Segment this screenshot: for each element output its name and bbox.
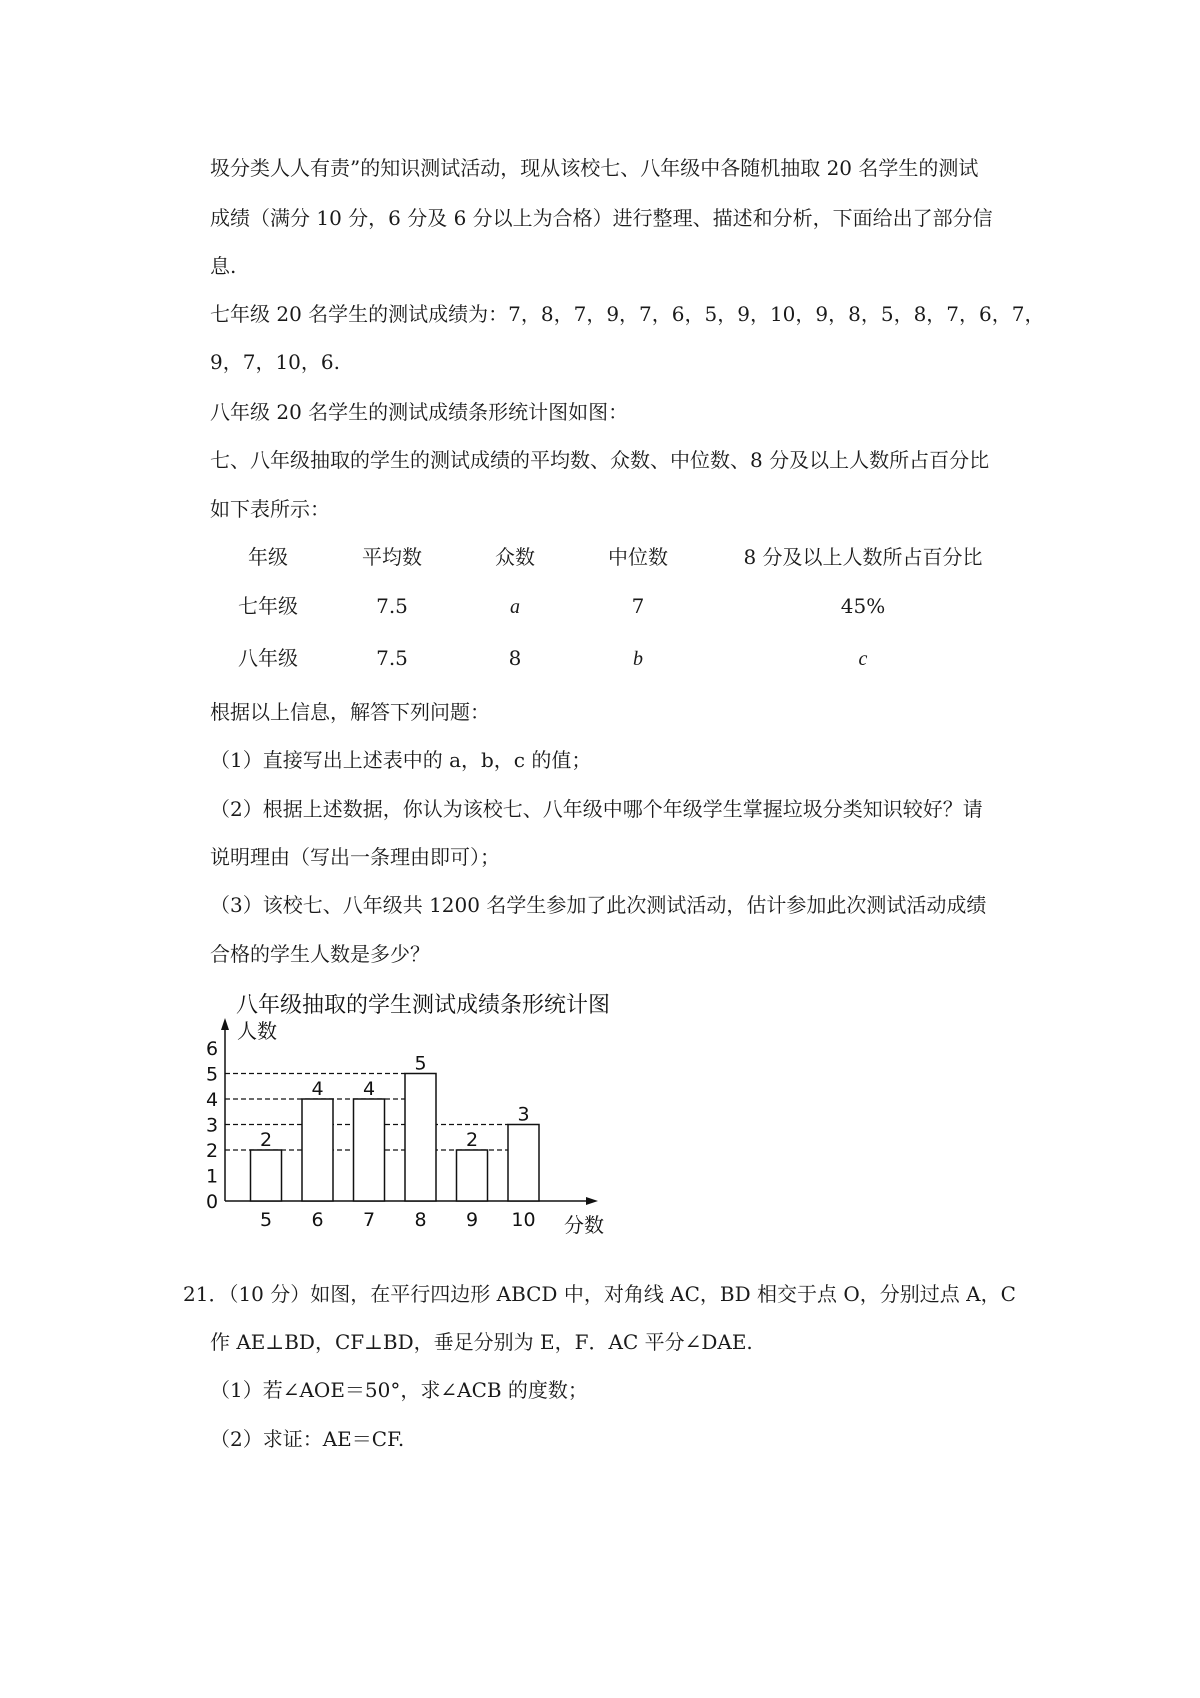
- table-cell-grade7-grade: 七年级: [238, 594, 298, 618]
- x-tick-label: 5: [259, 1209, 273, 1231]
- question-2-line-1: （2）根据上述数据，你认为该校七、八年级中哪个年级学生掌握垃圾分类知识较好？请: [210, 797, 983, 821]
- bar-value-label: 4: [311, 1078, 324, 1100]
- x-tick-label: 9: [465, 1209, 479, 1231]
- bar-value-label: 3: [517, 1103, 530, 1126]
- bar-value-label: 5: [414, 1052, 427, 1075]
- question-3-line-2: 合格的学生人数是多少？: [210, 942, 430, 966]
- intro-line-2: 成绩（满分 10 分，6 分及 6 分以上为合格）进行整理、描述和分析，下面给出了部分信: [210, 206, 993, 230]
- problem-21-question-2: （2）求证：AE＝CF.: [210, 1427, 405, 1451]
- table-cell-grade8-median: b: [633, 648, 643, 670]
- table-cell-grade8-grade: 八年级: [238, 646, 298, 670]
- table-header-mode: 众数: [495, 545, 535, 569]
- bar-value-label: 4: [362, 1078, 376, 1100]
- table-header-mean: 平均数: [362, 545, 422, 569]
- y-axis-arrow: [221, 1018, 229, 1030]
- table-cell-grade8-mean: 7.5: [376, 646, 408, 670]
- table-cell-grade7-percent: 45%: [840, 594, 886, 618]
- table-cell-grade8-mode: 8: [508, 646, 522, 670]
- question-3-line-1: （3）该校七、八年级共 1200 名学生参加了此次测试活动，估计参加此次测试活动成绩: [210, 893, 987, 917]
- y-tick-label: 5: [206, 1063, 219, 1086]
- table-header-percent: 8 分及以上人数所占百分比: [743, 545, 983, 569]
- x-axis-arrow: [586, 1197, 598, 1205]
- bar-value-label: 2: [259, 1129, 273, 1151]
- grade8-chart-intro: 八年级 20 名学生的测试成绩条形统计图如图：: [210, 400, 629, 424]
- problem-21-question-1: （1）若∠AOE＝50°，求∠ACB 的度数；: [210, 1378, 588, 1402]
- questions-lead: 根据以上信息，解答下列问题：: [210, 700, 490, 724]
- bar-value-label: 2: [465, 1129, 479, 1151]
- stats-intro-line-2: 如下表所示：: [210, 497, 330, 521]
- table-header-median: 中位数: [608, 545, 668, 569]
- bar: [354, 1099, 385, 1201]
- table-cell-grade7-median: 7: [631, 594, 645, 618]
- bar: [302, 1099, 333, 1201]
- table-cell-grade8-percent: c: [858, 648, 868, 670]
- question-2-line-2: 说明理由（写出一条理由即可）；: [210, 845, 500, 869]
- bar: [405, 1074, 436, 1202]
- y-tick-label: 0: [206, 1191, 219, 1213]
- bar: [251, 1150, 282, 1201]
- bar: [508, 1125, 539, 1202]
- x-tick-label: 10: [511, 1209, 536, 1231]
- stats-intro-line-1: 七、八年级抽取的学生的测试成绩的平均数、众数、中位数、8 分及以上人数所占百分比: [210, 448, 990, 472]
- intro-line-1: 圾分类人人有责”的知识测试活动，现从该校七、八年级中各随机抽取 20 名学生的测试: [210, 156, 979, 180]
- grade7-scores-line-2: 9，7，10，6.: [210, 350, 340, 374]
- grade7-scores-line-1: 七年级 20 名学生的测试成绩为：7，8，7，9，7，6，5，9，10，9，8，5，8，7，6，7，: [210, 302, 1045, 326]
- x-axis-label: 分数: [564, 1213, 604, 1237]
- table-cell-grade7-mean: 7.5: [376, 594, 408, 618]
- chart-title: 八年级抽取的学生测试成绩条形统计图: [236, 993, 611, 1018]
- table-cell-grade7-mode: a: [510, 596, 520, 618]
- intro-line-3: 息.: [210, 254, 237, 278]
- question-1: （1）直接写出上述表中的 a，b，c 的值；: [210, 748, 592, 772]
- y-tick-label: 3: [206, 1114, 219, 1137]
- problem-21-number: 21．（10 分）: [183, 1282, 311, 1306]
- y-tick-label: 4: [206, 1089, 219, 1111]
- x-tick-label: 7: [362, 1209, 376, 1231]
- y-tick-label: 1: [206, 1165, 219, 1188]
- bar-chart: [200, 982, 620, 1242]
- problem-21-line-1: [183, 1282, 1016, 1306]
- problem-21-line-2: 作 AE⊥BD，CF⊥BD，垂足分别为 E，F．AC 平分∠DAE.: [210, 1330, 753, 1354]
- x-tick-label: 6: [311, 1209, 324, 1231]
- problem-21-line-1-text: 如图，在平行四边形 ABCD 中，对角线 AC，BD 相交于点 O，分别过点 A，C: [310, 1282, 1016, 1306]
- table-header-grade: 年级: [248, 545, 288, 569]
- y-tick-label: 2: [206, 1140, 219, 1162]
- y-tick-label: 6: [206, 1038, 219, 1060]
- x-tick-label: 8: [414, 1209, 427, 1231]
- y-axis-label: 人数: [237, 1019, 277, 1043]
- bar: [457, 1150, 488, 1201]
